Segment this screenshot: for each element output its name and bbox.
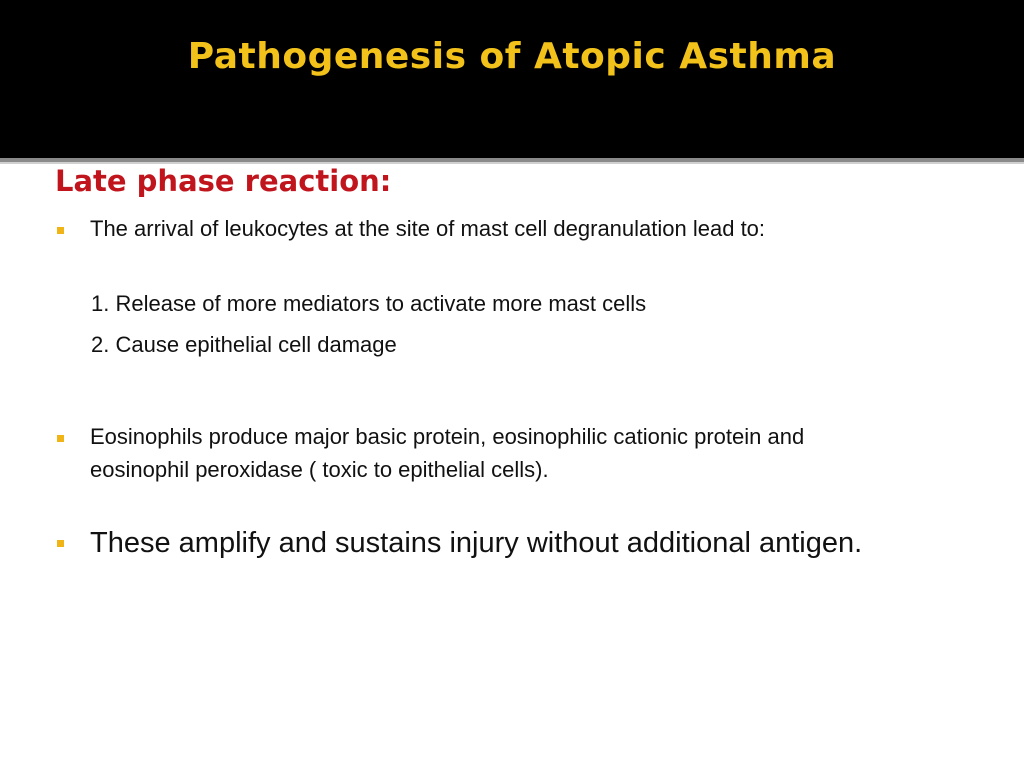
section-heading: Late phase reaction: [55, 164, 392, 198]
bullet-item: The arrival of leukocytes at the site of mast cell degranulation lead to: [90, 216, 766, 241]
bullet-item: Eosinophils produce major basic protein, eosinophilic cationic protein and eosinophil peroxidase ( toxic to epithelial cells). [90, 424, 805, 482]
bullet-square-icon [57, 540, 64, 547]
slide-title: Pathogenesis of Atopic Asthma [187, 36, 837, 77]
sub-list-item: 2. Cause epithelial cell damage [91, 332, 397, 357]
bullet-item: These amplify and sustains injury without additional antigen. [90, 527, 863, 559]
title-bar [0, 0, 1024, 158]
bullet-square-icon [57, 435, 64, 442]
bullet-square-icon [57, 227, 64, 234]
sub-list-item: 1. Release of more mediators to activate more mast cells [91, 291, 647, 316]
